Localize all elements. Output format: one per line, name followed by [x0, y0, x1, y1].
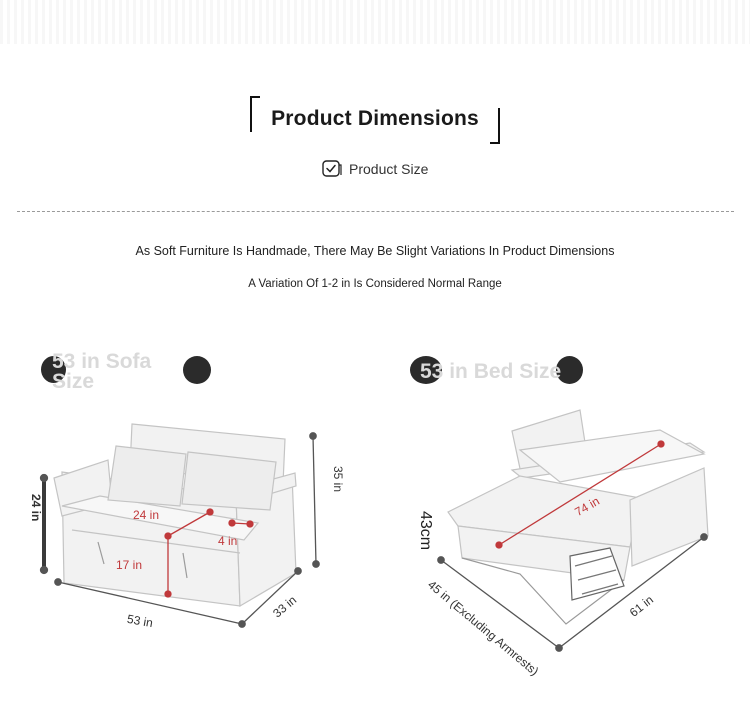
dim-dot [658, 441, 664, 447]
dim-dot [247, 521, 253, 527]
bed-height-label: 43cm [417, 511, 434, 551]
sofa-seat-depth-label: 24 in [133, 508, 160, 522]
sofa-height-label: 35 in [331, 466, 345, 493]
bed-depth-label: 61 in [626, 592, 656, 620]
sofa-arm-width-label: 4 in [218, 534, 238, 548]
variation-note: As Soft Furniture Is Handmade, There May Be Slight Variations In Product Dimensions [135, 244, 615, 258]
bed-width-label: 45 in (Excluding Armrests) [425, 577, 542, 679]
dim-dot [55, 579, 61, 585]
dim-dot [701, 534, 707, 540]
sofa-size-label: 53 in Sofa Size [52, 350, 152, 393]
sofa-width-label: 53 in [125, 611, 155, 631]
dim-dot [165, 533, 171, 539]
sofa-depth-label: 33 in [270, 592, 300, 621]
dim-dot [229, 520, 235, 526]
dim-dot [313, 561, 319, 567]
subtitle: Product Size [349, 161, 429, 177]
dim-dot [496, 542, 502, 548]
dim-dot [165, 591, 171, 597]
dim-dot [295, 568, 301, 574]
sofa-seat-height-label: 17 in [116, 558, 143, 572]
dim-dot [41, 567, 48, 574]
tolerance-note: A Variation Of 1-2 in Is Considered Normal Range [248, 278, 502, 290]
dim-dot [207, 509, 213, 515]
page-title: Product Dimensions [271, 107, 479, 130]
dim-dot [438, 557, 444, 563]
dim-dot [41, 475, 48, 482]
bed-size-label: 53 in Bed Size [420, 360, 562, 383]
dim-dot [310, 433, 316, 439]
sofa-arm-height-label: 24 in [29, 494, 43, 522]
bed-length-label: 74 in [572, 493, 602, 520]
sofa-illustration [54, 424, 296, 606]
